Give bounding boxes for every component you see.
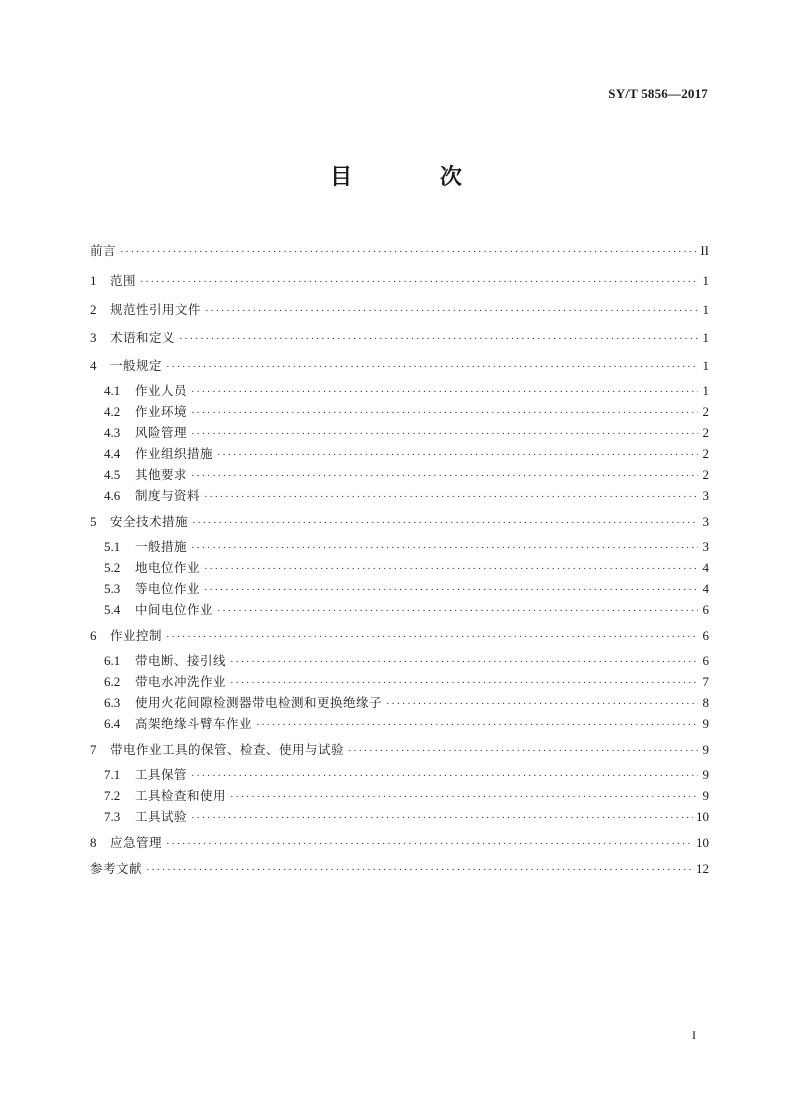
- toc-entry-label: 高架绝缘斗臂车作业: [135, 716, 253, 731]
- toc-entry-label: 作业人员: [135, 383, 188, 398]
- toc-entry-page: 10: [696, 835, 709, 850]
- toc-entry-number: 4.3: [104, 425, 121, 440]
- toc-dot-leader: [217, 445, 698, 465]
- toc-entry-label: 制度与资料: [135, 488, 201, 503]
- toc-entry-number: 6: [90, 628, 97, 643]
- toc-entry[interactable]: [90, 714, 709, 734]
- toc-dot-leader: [191, 403, 698, 423]
- toc-entry-number: 4.4: [104, 446, 121, 461]
- toc-entry[interactable]: [90, 271, 709, 291]
- toc-entry[interactable]: [90, 300, 709, 320]
- toc-entry-page: 10: [696, 809, 709, 824]
- toc-entry-page: 7: [702, 674, 709, 689]
- toc-dot-leader: [146, 860, 693, 880]
- toc-dot-leader: [217, 601, 698, 621]
- toc-entry-number: 5.4: [104, 602, 121, 617]
- toc-entry[interactable]: [90, 672, 709, 692]
- toc-dot-leader: [140, 272, 698, 292]
- toc-entry[interactable]: [90, 765, 709, 785]
- toc-dot-leader: [191, 424, 698, 444]
- toc-entry-number: 3: [90, 330, 97, 345]
- toc-entry[interactable]: [90, 833, 709, 853]
- toc-entry-page: II: [700, 243, 709, 258]
- toc-entry-number: 4: [90, 358, 97, 373]
- toc-entry[interactable]: [90, 444, 709, 464]
- toc-entry-label: 工具保管: [135, 767, 188, 782]
- toc-entry-page: 2: [702, 425, 709, 440]
- toc-dot-leader: [204, 559, 698, 579]
- toc-entry-label: 等电位作业: [135, 581, 201, 596]
- toc-entry-page: 3: [702, 514, 709, 529]
- toc-entry-page: 1: [702, 383, 709, 398]
- toc-dot-leader: [230, 652, 698, 672]
- toc-entry-label: 一般规定: [110, 358, 163, 373]
- toc-entry-number: 1: [90, 273, 97, 288]
- toc-entry-label: 其他要求: [135, 467, 188, 482]
- toc-entry-label: 带电作业工具的保管、检查、使用与试验: [110, 742, 345, 757]
- toc-entry[interactable]: [90, 859, 709, 879]
- toc-entry-label: 范围: [110, 273, 137, 288]
- toc-entry-page: 1: [702, 302, 709, 317]
- toc-dot-leader: [179, 329, 698, 349]
- toc-entry-number: 4.6: [104, 488, 121, 503]
- toc-dot-leader: [191, 382, 698, 402]
- toc-entry[interactable]: [90, 537, 709, 557]
- toc-entry[interactable]: [90, 381, 709, 401]
- toc-dot-leader: [191, 808, 693, 828]
- toc-entry-number: 7: [90, 742, 97, 757]
- toc-entry-label: 应急管理: [110, 835, 163, 850]
- toc-entry-page: 9: [702, 716, 709, 731]
- toc-entry-page: 2: [702, 446, 709, 461]
- toc-dot-leader: [230, 787, 698, 807]
- toc-entry-label: 带电水冲洗作业: [135, 674, 227, 689]
- toc-entry-label: 术语和定义: [110, 330, 176, 345]
- toc-entry-number: 4.5: [104, 467, 121, 482]
- toc-entry-number: 4.2: [104, 404, 121, 419]
- toc-entry[interactable]: [90, 356, 709, 376]
- toc-entry-page: 3: [702, 539, 709, 554]
- toc-entry-label: 工具试验: [135, 809, 188, 824]
- toc-entry-page: 1: [702, 330, 709, 345]
- toc-entry-page: 6: [702, 653, 709, 668]
- toc-entry-page: 2: [702, 467, 709, 482]
- toc-entry-label: 规范性引用文件: [110, 302, 202, 317]
- toc-entry-number: 7.2: [104, 788, 121, 803]
- toc-entry-label: 工具检查和使用: [135, 788, 227, 803]
- toc-entry-number: 6.1: [104, 653, 121, 668]
- toc-entry-label: 一般措施: [135, 539, 188, 554]
- toc-dot-leader: [166, 834, 693, 854]
- toc-dot-leader: [192, 513, 698, 533]
- toc-dot-leader: [230, 673, 698, 693]
- toc-dot-leader: [166, 627, 698, 647]
- toc-entry-number: 5.1: [104, 539, 121, 554]
- toc-entry-label: 安全技术措施: [110, 514, 189, 529]
- toc-entry-number: 5: [90, 514, 97, 529]
- toc-entry-number: 6.4: [104, 716, 121, 731]
- toc-entry-page: 1: [702, 273, 709, 288]
- toc-entry[interactable]: [90, 579, 709, 599]
- toc-entry-number: 2: [90, 302, 97, 317]
- toc-entry-label: 地电位作业: [135, 560, 201, 575]
- toc-entry-label: 作业环境: [135, 404, 188, 419]
- toc-entry[interactable]: [90, 651, 709, 671]
- toc-entry-page: 8: [702, 695, 709, 710]
- toc-dot-leader: [191, 766, 698, 786]
- toc-entry[interactable]: [90, 558, 709, 578]
- toc-entry[interactable]: [90, 465, 709, 485]
- toc-dot-leader: [205, 301, 698, 321]
- toc-entry[interactable]: [90, 328, 709, 348]
- toc-entry-page: 3: [702, 488, 709, 503]
- toc-dot-leader: [191, 538, 698, 558]
- toc-dot-leader: [204, 580, 698, 600]
- toc-dot-leader: [386, 694, 698, 714]
- toc-entry-number: 7.3: [104, 809, 121, 824]
- toc-entry-label: 使用火花间隙检测器带电检测和更换绝缘子: [135, 695, 383, 710]
- page-number: I: [692, 1028, 696, 1042]
- toc-entry-page: 2: [702, 404, 709, 419]
- toc-entry[interactable]: [90, 486, 709, 506]
- toc-entry[interactable]: [90, 740, 709, 760]
- toc-entry-label: 前言: [90, 243, 117, 258]
- toc-entry-label: 作业组织措施: [135, 446, 214, 461]
- toc-entry-page: 4: [702, 560, 709, 575]
- page-title: 目 次: [330, 165, 502, 190]
- toc-entry[interactable]: [90, 626, 709, 646]
- toc-entry-page: 4: [702, 581, 709, 596]
- toc-entry[interactable]: [90, 241, 709, 261]
- toc-entry-label: 风险管理: [135, 425, 188, 440]
- toc-entry-page: 12: [696, 861, 709, 876]
- toc-entry[interactable]: [90, 402, 709, 422]
- toc-entry-number: 6.2: [104, 674, 121, 689]
- toc-entry-page: 6: [702, 602, 709, 617]
- toc-entry[interactable]: [90, 600, 709, 620]
- toc-dot-leader: [191, 466, 698, 486]
- toc-entry-page: 9: [702, 767, 709, 782]
- toc-entry-label: 中间电位作业: [135, 602, 214, 617]
- toc-entry[interactable]: [90, 423, 709, 443]
- toc-dot-leader: [204, 487, 698, 507]
- toc-entry-number: 6.3: [104, 695, 121, 710]
- toc-entry-number: 5.3: [104, 581, 121, 596]
- toc-entry-label: 作业控制: [110, 628, 163, 643]
- toc-dot-leader: [120, 242, 697, 262]
- toc-entry-page: 6: [702, 628, 709, 643]
- toc-entry[interactable]: [90, 807, 709, 827]
- toc-dot-leader: [348, 741, 698, 761]
- toc-entry-page: 9: [702, 788, 709, 803]
- toc-entry-label: 带电断、接引线: [135, 653, 227, 668]
- toc-entry[interactable]: [90, 693, 709, 713]
- toc-entry-number: 5.2: [104, 560, 121, 575]
- toc-entry[interactable]: [90, 786, 709, 806]
- toc-dot-leader: [166, 357, 698, 377]
- toc-entry-number: 4.1: [104, 383, 121, 398]
- toc-entry-page: 1: [702, 358, 709, 373]
- toc-entry[interactable]: [90, 512, 709, 532]
- toc-entry-number: 8: [90, 835, 97, 850]
- toc-entry-number: 7.1: [104, 767, 121, 782]
- toc-entry-page: 9: [702, 742, 709, 757]
- standard-code: SY/T 5856—2017: [608, 86, 708, 101]
- toc-dot-leader: [256, 715, 698, 735]
- toc-entry-label: 参考文献: [90, 861, 143, 876]
